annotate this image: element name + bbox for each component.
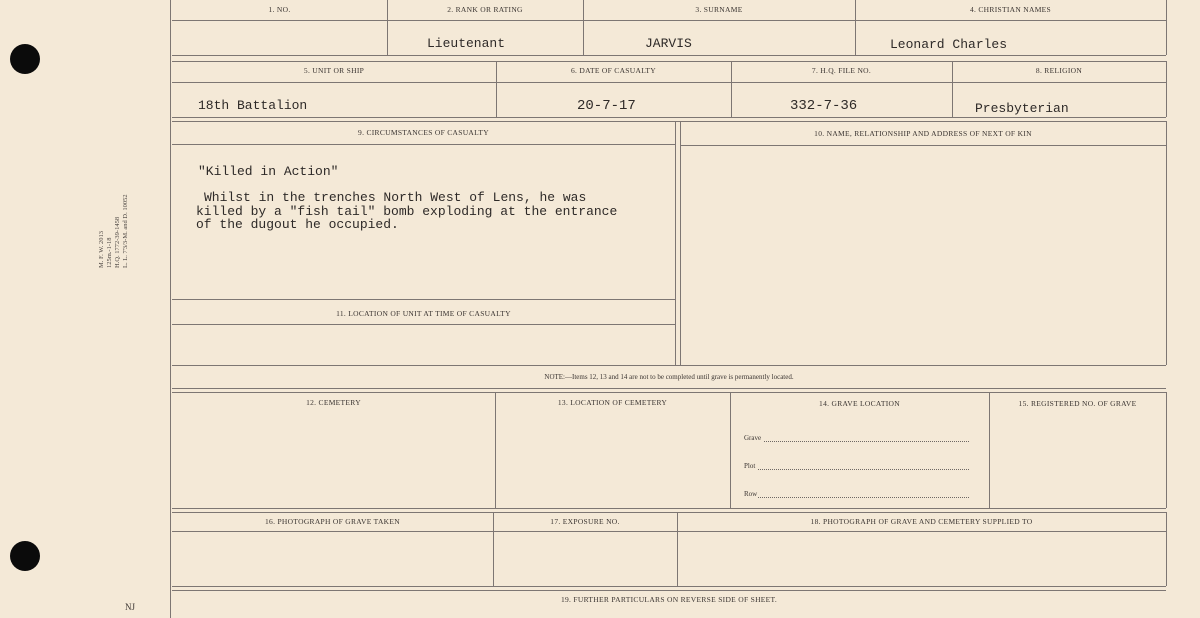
circumstances-line-4: of the dugout he occupied. — [196, 217, 399, 232]
label-photo-taken: 16. PHOTOGRAPH OF GRAVE TAKEN — [265, 517, 400, 526]
punch-hole-top — [10, 44, 40, 74]
circumstances-line-3: killed by a "fish tail" bomb exploding at the entrance — [196, 204, 618, 219]
label-registered-no: 15. REGISTERED NO. OF GRAVE — [1018, 399, 1137, 408]
grave-line — [764, 441, 969, 442]
value-religion: Presbyterian — [975, 101, 1069, 116]
value-rank: Lieutenant — [427, 36, 506, 51]
label-cemetery: 12. CEMETERY — [306, 398, 361, 407]
form-number-print — [98, 168, 130, 268]
form-code-line: M. F. W. 2013 — [98, 230, 105, 268]
punch-hole-bottom — [10, 541, 40, 571]
note-text: NOTE:—Items 12, 13 and 14 are not to be completed until grave is permanently located. — [544, 373, 794, 381]
label-date: 6. DATE OF CASUALTY — [570, 66, 656, 75]
plot-label: Plot — [744, 462, 756, 470]
value-surname: JARVIS — [645, 36, 692, 51]
value-hq-file: 332-7-36 — [790, 98, 858, 114]
label-religion: 8. RELIGION — [1035, 66, 1083, 75]
grave-label: Grave — [744, 434, 762, 442]
label-hq-file: 7. H.Q. FILE NO. — [811, 66, 872, 75]
row-label: Row — [744, 490, 758, 498]
circumstances-line-2: Whilst in the trenches North West of Lens, he was — [204, 190, 587, 205]
label-grave-location: 14. GRAVE LOCATION — [819, 399, 900, 408]
label-no: 1. NO. — [268, 5, 291, 14]
value-christian-names: Leonard Charles — [890, 37, 1008, 52]
label-unit: 5. UNIT OR SHIP — [303, 66, 365, 75]
plot-line — [758, 469, 969, 470]
label-further-particulars: 19. FURTHER PARTICULARS ON REVERSE SIDE OF SHEET. — [560, 595, 778, 604]
corner-mark: NJ — [125, 602, 136, 612]
label-location-unit: 11. LOCATION OF UNIT AT TIME OF CASUALTY — [336, 309, 511, 318]
label-christian-names: 4. CHRISTIAN NAMES — [969, 5, 1052, 14]
value-unit: 18th Battalion — [198, 98, 308, 113]
form-code-line: H.Q. 1772-39-1458 — [114, 216, 121, 268]
label-rank: 2. RANK OR RATING — [447, 5, 523, 14]
form-code-line: L. L. 7'3/3-M. and D. 10052 — [122, 194, 129, 268]
label-location-cemetery: 13. LOCATION OF CEMETERY — [557, 398, 668, 407]
label-circumstances: 9. CIRCUMSTANCES OF CASUALTY — [358, 128, 489, 137]
label-next-of-kin: 10. NAME, RELATIONSHIP AND ADDRESS OF NEXT OF KIN — [814, 129, 1032, 138]
label-photo-supplied: 18. PHOTOGRAPH OF GRAVE AND CEMETERY SUPPLIED TO — [810, 517, 1033, 526]
form-code-line: 125m.-1-18 — [106, 237, 113, 268]
circumstances-line-1: "Killed in Action" — [198, 164, 339, 179]
row-line — [758, 497, 969, 498]
label-exposure: 17. EXPOSURE NO. — [550, 517, 620, 526]
value-date: 20-7-17 — [577, 98, 636, 114]
label-surname: 3. SURNAME — [695, 5, 743, 14]
